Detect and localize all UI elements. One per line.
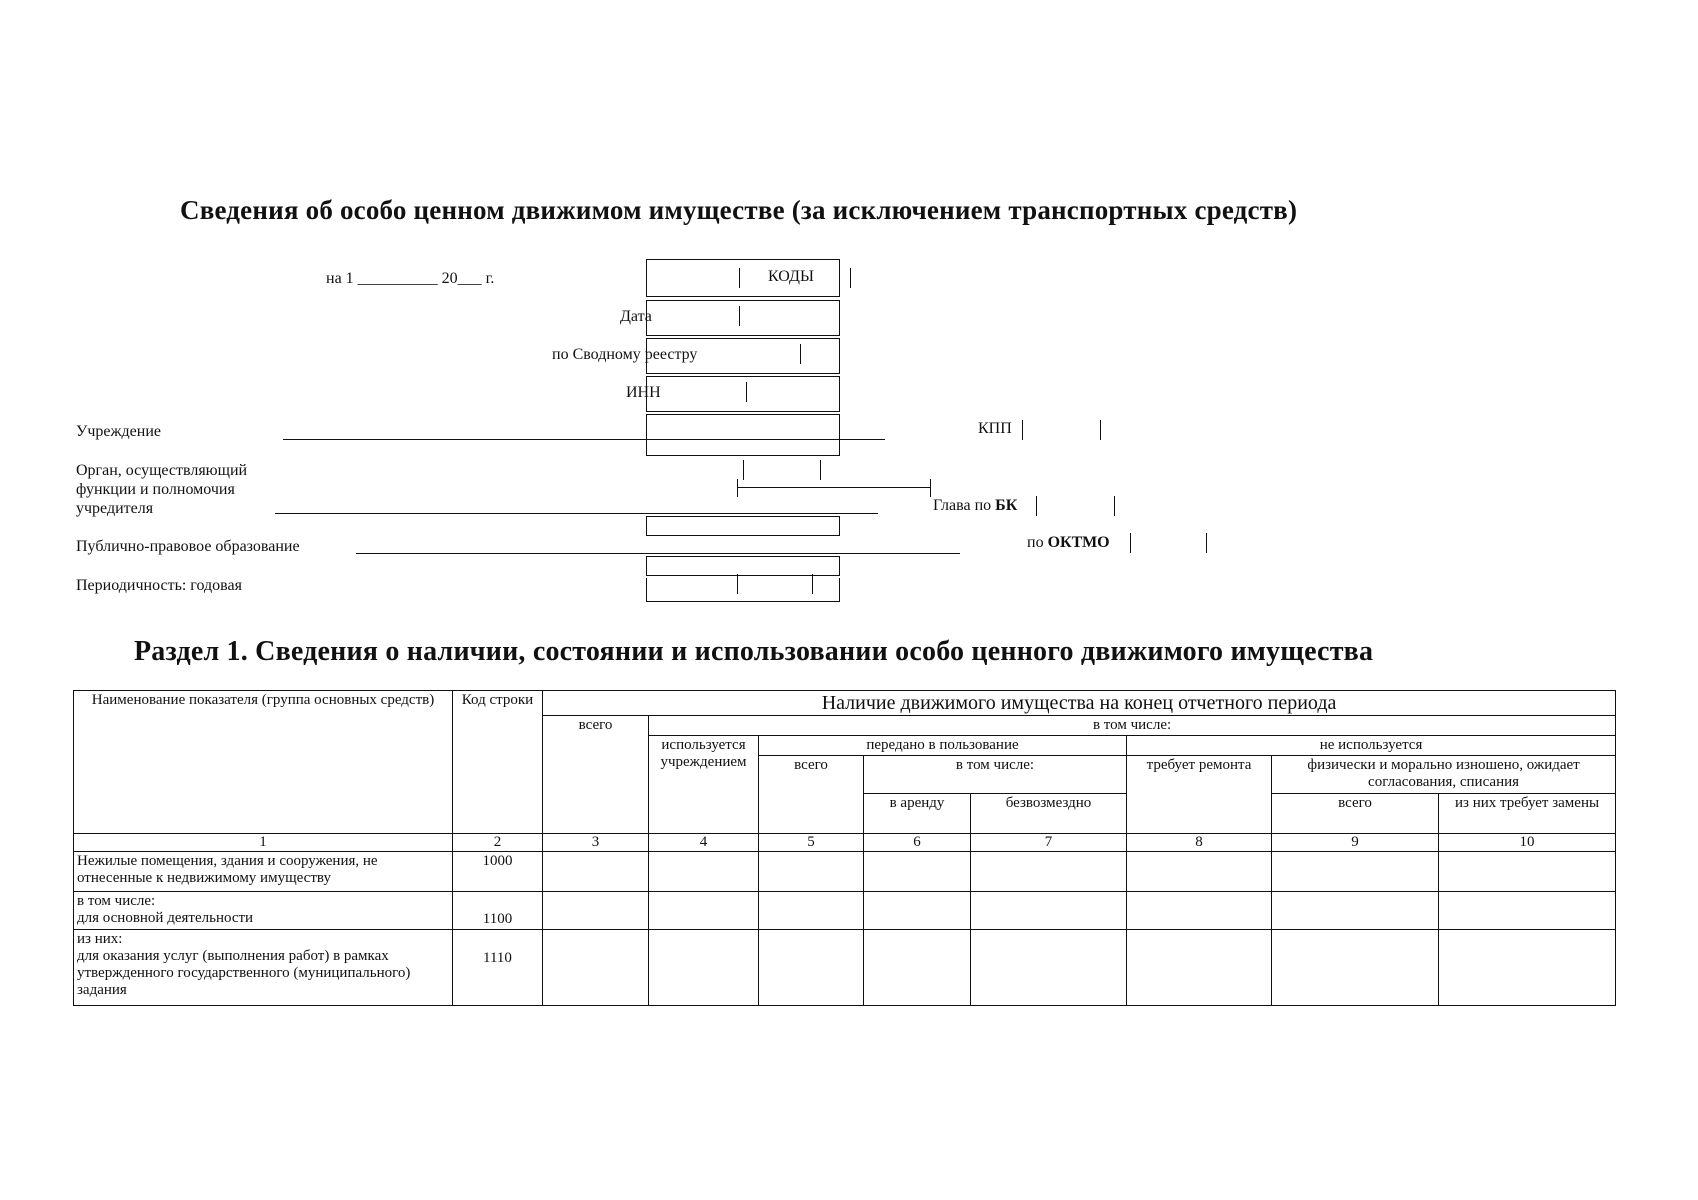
row-name-main: для оказания услуг (выполнения работ) в рамках утвержденного государственного (муниципального) задания — [77, 948, 411, 998]
institution-code-box[interactable] — [646, 414, 840, 456]
registry-code-box[interactable] — [646, 338, 840, 374]
header-free: безвозмездно — [971, 794, 1127, 834]
header-code: Код строки — [453, 691, 543, 834]
col-number: 3 — [543, 834, 649, 852]
bk-left-tick — [1036, 496, 1037, 516]
oktmo-right-tick — [1206, 533, 1207, 553]
col-number: 8 — [1127, 834, 1272, 852]
founder-code-line — [737, 487, 930, 488]
founder-code-tick-c — [737, 479, 738, 497]
header-transferred-including: в том числе: — [864, 756, 1127, 794]
data-cell[interactable] — [543, 930, 649, 1006]
header-transferred-total: всего — [759, 756, 864, 834]
date-code-tick — [739, 306, 740, 326]
data-cell[interactable] — [864, 930, 971, 1006]
col-number: 1 — [74, 834, 453, 852]
public-entity-label: Публично-правовое образование — [76, 538, 300, 555]
data-cell[interactable] — [649, 892, 759, 930]
header-worn: физически и морально изношено, ожидает согласования, списания — [1272, 756, 1616, 794]
institution-label: Учреждение — [76, 423, 161, 440]
data-cell[interactable] — [649, 930, 759, 1006]
data-cell[interactable] — [759, 892, 864, 930]
inn-code-box[interactable] — [646, 376, 840, 412]
founder-code-box[interactable] — [646, 516, 840, 536]
oktmo-left-tick — [1130, 533, 1131, 553]
founder-code-tick-d — [930, 479, 931, 497]
header-including: в том числе: — [649, 716, 1616, 736]
public-entity-field-line — [356, 553, 960, 554]
date-label: Дата — [620, 308, 652, 325]
header-worn-total: всего — [1272, 794, 1439, 834]
row-name-top: в том числе: — [77, 893, 156, 909]
header-transferred: передано в пользование — [759, 736, 1127, 756]
data-cell[interactable] — [864, 852, 971, 892]
page-title: Сведения об особо ценном движимом имуществе (за исключением транспортных средств) — [180, 195, 1298, 225]
header-rent: в аренду — [864, 794, 971, 834]
data-cell[interactable] — [1272, 852, 1439, 892]
header-indicator: Наименование показателя (группа основных средств) — [74, 691, 453, 834]
periodicity-label: Периодичность: годовая — [76, 577, 242, 594]
kpp-right-tick — [1100, 420, 1101, 440]
header-used: используется учреждением — [649, 736, 759, 834]
data-cell[interactable] — [1272, 892, 1439, 930]
kpp-left-tick — [1022, 420, 1023, 440]
founder-code-tick-a — [743, 460, 744, 480]
table-row — [74, 852, 1616, 892]
bk-right-tick — [1114, 496, 1115, 516]
date-line: на 1 __________ 20___ г. — [326, 270, 495, 287]
row-code: 1110 — [453, 930, 543, 1006]
data-cell[interactable] — [1127, 930, 1272, 1006]
founder-field-line — [275, 513, 878, 514]
table-row — [74, 892, 1616, 930]
row-name-main: для основной деятельности — [77, 910, 254, 926]
kpp-label: КПП — [978, 420, 1012, 437]
row-name-top: из них: — [77, 931, 123, 947]
data-cell[interactable] — [971, 930, 1127, 1006]
founder-label-line1: Орган, осуществляющий — [76, 462, 248, 479]
col-number: 6 — [864, 834, 971, 852]
codes-right-tick — [850, 268, 851, 288]
periodicity-code-box[interactable] — [646, 578, 840, 602]
header-worn-replace: из них требует замены — [1439, 794, 1616, 834]
row-name — [74, 892, 453, 930]
data-cell[interactable] — [1439, 892, 1616, 930]
data-cell[interactable] — [971, 852, 1127, 892]
row-code: 1100 — [453, 892, 543, 930]
founder-label-line3: учредителя — [76, 500, 154, 517]
data-cell[interactable] — [649, 852, 759, 892]
col-number: 2 — [453, 834, 543, 852]
section-title: Раздел 1. Сведения о наличии, состоянии и использовании особо ценного движимого имущества — [134, 636, 1374, 667]
data-cell[interactable] — [759, 852, 864, 892]
header-needs-repair: требует ремонта — [1127, 756, 1272, 834]
inn-label: ИНН — [626, 384, 661, 401]
row-name: Нежилые помещения, здания и сооружения, не отнесенные к недвижимому имуществу — [74, 852, 453, 892]
oktmo-label: по ОКТМО — [1027, 534, 1110, 551]
data-cell[interactable] — [1272, 930, 1439, 1006]
row-name — [74, 930, 453, 1006]
header-not-used: не используется — [1127, 736, 1616, 756]
founder-label-line2: функции и полномочия — [76, 481, 235, 498]
table-row — [74, 930, 1616, 1006]
inn-code-tick — [746, 382, 747, 402]
col-number: 7 — [971, 834, 1127, 852]
public-entity-code-box[interactable] — [646, 556, 840, 576]
header-total: всего — [543, 716, 649, 834]
bk-label: Глава по БК — [933, 497, 1018, 514]
data-cell[interactable] — [971, 892, 1127, 930]
data-cell[interactable] — [759, 930, 864, 1006]
col-number: 5 — [759, 834, 864, 852]
data-cell[interactable] — [864, 892, 971, 930]
registry-label: по Сводному реестру — [552, 346, 698, 363]
registry-code-tick — [800, 344, 801, 364]
codes-divider — [739, 268, 740, 288]
date-code-box[interactable] — [646, 300, 840, 336]
codes-label: КОДЫ — [768, 268, 814, 285]
data-cell[interactable] — [1439, 930, 1616, 1006]
col-number: 9 — [1272, 834, 1439, 852]
founder-code-tick-b — [820, 460, 821, 480]
data-cell[interactable] — [1127, 892, 1272, 930]
data-cell[interactable] — [543, 892, 649, 930]
row-code: 1000 — [453, 852, 543, 892]
col-number: 10 — [1439, 834, 1616, 852]
data-cell[interactable] — [1127, 852, 1272, 892]
header-availability: Наличие движимого имущества на конец отчетного периода — [543, 691, 1616, 716]
data-cell[interactable] — [543, 852, 649, 892]
data-cell[interactable] — [1439, 852, 1616, 892]
column-numbers-row — [74, 834, 1616, 852]
main-table — [73, 690, 1616, 1006]
col-number: 4 — [649, 834, 759, 852]
